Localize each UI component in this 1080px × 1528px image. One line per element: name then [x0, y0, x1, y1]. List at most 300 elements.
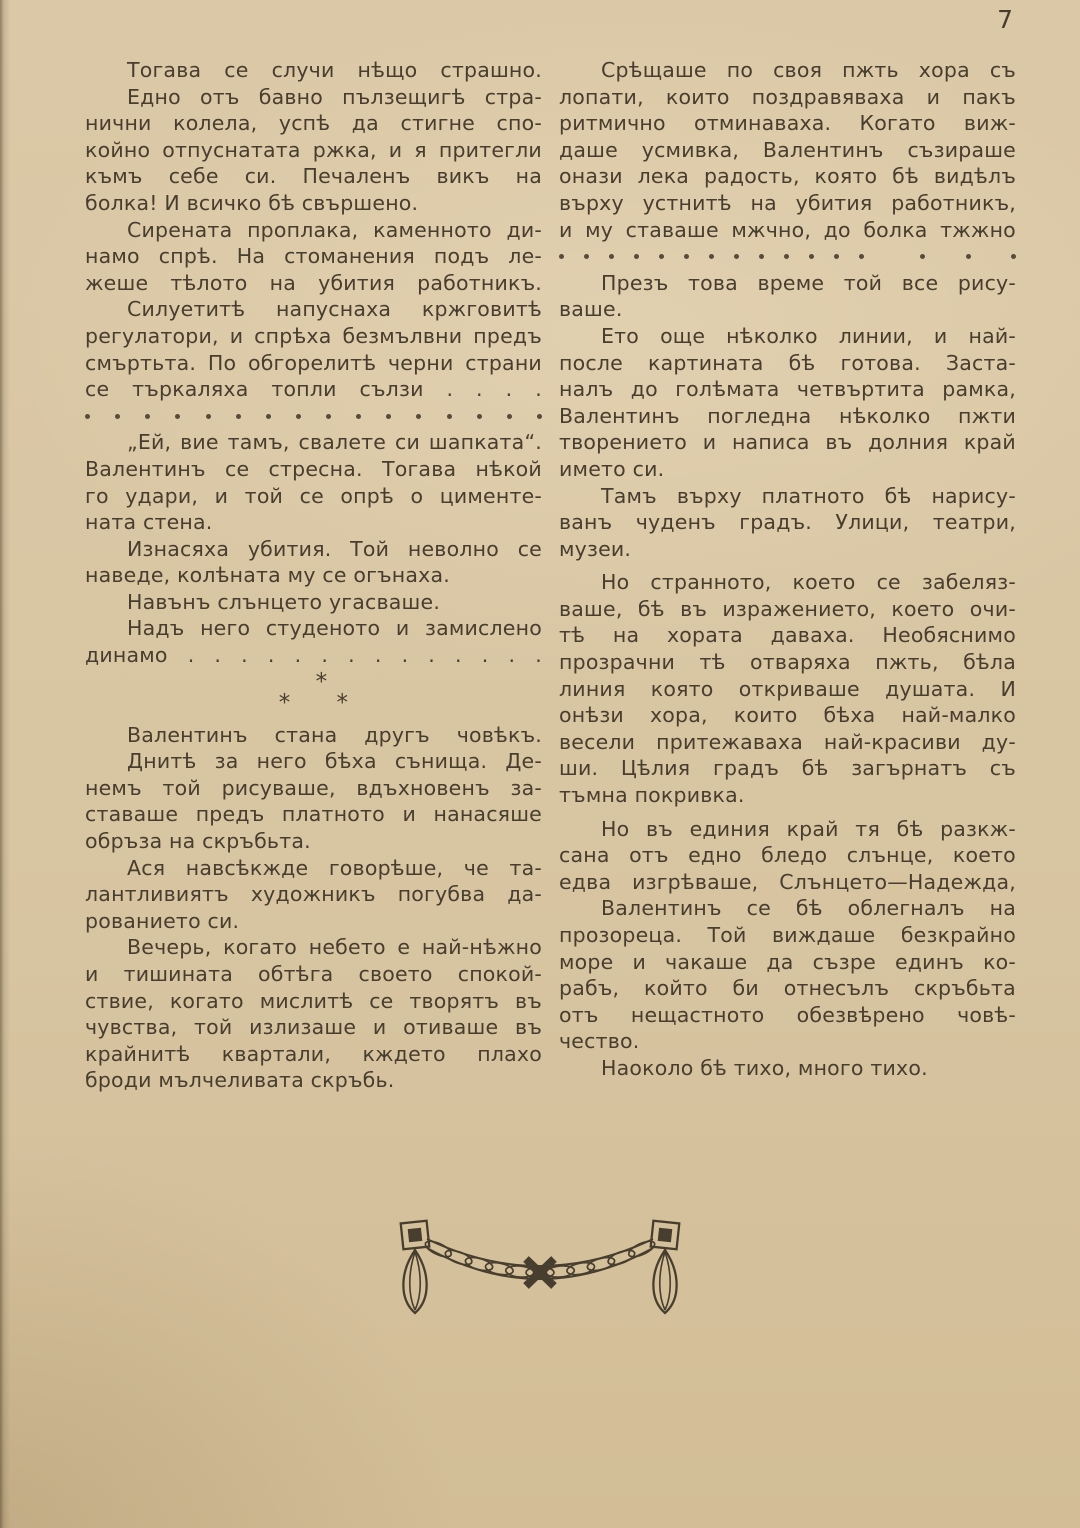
word: ванъ	[559, 510, 613, 535]
word: бѣ	[637, 596, 665, 621]
word: поздравяваха	[751, 84, 905, 109]
word: голѣмата	[675, 377, 780, 402]
dot	[834, 254, 839, 259]
text-line: ваше.	[559, 297, 623, 322]
text-line	[85, 296, 542, 323]
text-line	[85, 642, 542, 669]
word: си.	[244, 164, 277, 189]
word: Валентинъ	[85, 456, 206, 481]
word: единия	[689, 816, 770, 841]
word: търкаляха	[132, 377, 249, 402]
word: неволно	[407, 536, 499, 561]
text-line	[85, 376, 542, 403]
word: което	[891, 596, 955, 621]
paragraph	[85, 748, 542, 854]
text-line	[559, 483, 1016, 510]
word: Надъ	[127, 616, 185, 641]
word: ши.	[559, 756, 599, 781]
word: и	[229, 323, 244, 348]
text-line: болка! И всичко бѣ свършено.	[85, 190, 419, 215]
word: Ето	[601, 323, 640, 348]
word: най-	[968, 323, 1016, 348]
word: той	[244, 483, 284, 508]
word: бавно	[258, 84, 323, 109]
word: викъ	[436, 164, 490, 189]
word: видѣлъ	[933, 164, 1016, 189]
text-line	[559, 190, 1016, 217]
word: Силуетитѣ	[127, 297, 246, 322]
word: онѣзи	[559, 703, 624, 728]
text-line	[559, 350, 1016, 377]
word: най-малко	[901, 703, 1016, 728]
word: и	[926, 84, 941, 109]
word: се	[876, 570, 901, 595]
paragraph	[85, 589, 542, 616]
word: И	[1000, 676, 1016, 701]
word: и	[85, 962, 99, 986]
word: едно	[688, 843, 742, 868]
word: откриваше	[738, 676, 860, 701]
word: обтѣга	[258, 962, 334, 986]
word: стресна.	[268, 456, 363, 481]
word: въ	[680, 596, 708, 621]
text-line	[559, 676, 1016, 703]
dots-group	[559, 254, 864, 259]
word: Той	[707, 923, 747, 947]
word: виж-	[963, 111, 1016, 136]
word: страшно.	[440, 58, 542, 82]
text-line	[559, 649, 1016, 676]
paragraph	[559, 895, 1016, 1055]
word: Днитѣ	[127, 749, 197, 774]
word: четвъртита	[796, 377, 925, 402]
word: говорѣше,	[328, 855, 444, 880]
word: които	[665, 84, 730, 109]
word: и	[632, 949, 647, 974]
word: творението	[559, 430, 688, 455]
word: на	[612, 623, 640, 648]
text-line	[85, 456, 542, 483]
word: ставаше	[625, 217, 719, 242]
paragraph	[559, 569, 1016, 808]
word: човѣкъ.	[456, 722, 542, 747]
word: Но	[601, 570, 630, 595]
word: сана	[559, 843, 610, 868]
word: нични	[85, 111, 152, 136]
word: спрѣ.	[158, 244, 218, 269]
word: предъ	[195, 802, 265, 827]
word: загърнатъ	[851, 756, 968, 781]
word: устнитѣ	[642, 190, 732, 215]
text-line	[559, 403, 1016, 430]
asterisk: *	[278, 689, 291, 716]
word: на	[515, 164, 542, 189]
word: притегли	[438, 137, 542, 162]
text-line	[85, 137, 542, 164]
text-line	[559, 949, 1016, 976]
word: студеното	[265, 616, 381, 641]
text-line	[559, 596, 1016, 623]
word: отнесълъ	[783, 976, 890, 1001]
word: напуснаха	[275, 297, 392, 322]
word: чувства,	[85, 1015, 178, 1040]
word: кржговитѣ	[421, 297, 542, 322]
word: Валентинъ	[559, 403, 680, 428]
word: и	[559, 217, 573, 242]
paragraph	[559, 57, 1016, 243]
word: проплака,	[247, 217, 359, 242]
dot	[584, 254, 589, 259]
word: небето	[308, 935, 386, 960]
word: ритмично	[559, 111, 666, 136]
word: спо-	[496, 111, 542, 136]
word: въ	[515, 1015, 542, 1040]
word: Срѣщаше	[601, 58, 707, 82]
word: безкрайно	[900, 923, 1016, 947]
word: лека	[637, 164, 690, 189]
word: той	[194, 1015, 233, 1040]
word: плахо	[477, 1041, 542, 1066]
text-line	[85, 84, 542, 111]
word: Изнасяха	[127, 536, 230, 561]
text-body	[85, 57, 1016, 1094]
text-line	[559, 729, 1016, 756]
text-line	[85, 217, 542, 244]
text-line	[559, 137, 1016, 164]
word: разкж-	[940, 816, 1016, 841]
word: случи	[271, 58, 335, 82]
word: му	[585, 217, 614, 242]
word: Вечерь,	[127, 935, 212, 960]
word: „Ей,	[127, 430, 172, 455]
paragraph	[85, 429, 542, 535]
dot	[784, 254, 789, 259]
dot	[115, 414, 120, 419]
word: Тогава	[382, 456, 457, 481]
word: квартали,	[221, 1041, 332, 1066]
word: безмълвни	[342, 323, 463, 348]
text-line	[559, 270, 1016, 297]
text-line	[559, 702, 1016, 729]
word: Но	[601, 816, 630, 841]
text-line	[85, 988, 542, 1015]
text-line: броди мълчеливата скръбь.	[85, 1068, 395, 1093]
word: нанасяше	[433, 802, 542, 827]
word: о	[410, 483, 424, 508]
word: Улици,	[835, 510, 910, 535]
word: шапката“.	[428, 430, 542, 455]
word: и	[402, 802, 416, 827]
word: Тамъ	[601, 483, 657, 508]
dot	[266, 414, 271, 419]
dot	[659, 254, 664, 259]
dot	[559, 254, 564, 259]
word: рамка,	[942, 377, 1016, 402]
word: най-красиви	[823, 729, 961, 754]
word: бѣ	[884, 483, 912, 508]
word: Едно	[127, 84, 181, 109]
word: очи-	[969, 596, 1016, 621]
text-line	[559, 163, 1016, 190]
word: него	[256, 749, 307, 774]
ellipsis-dots-row	[559, 243, 1016, 270]
paragraph	[85, 615, 542, 668]
word: ваше,	[559, 596, 623, 621]
word: странното,	[650, 570, 772, 595]
word: По	[207, 350, 237, 375]
word: той	[843, 270, 883, 295]
word: притежаваха	[656, 729, 803, 754]
word: още	[660, 323, 706, 348]
word: които	[733, 703, 798, 728]
text-line	[85, 934, 542, 961]
word: съзре	[812, 949, 876, 974]
word: динамо	[85, 643, 168, 668]
word: кждето	[362, 1041, 446, 1066]
word: .	[241, 643, 248, 668]
word: съ	[989, 756, 1016, 781]
word: отпуснатата	[162, 137, 301, 162]
word: Валентинъ	[601, 896, 722, 921]
word: рису-	[957, 270, 1016, 295]
text-line	[85, 961, 542, 988]
word: хора	[918, 58, 970, 82]
text-line	[559, 869, 1016, 896]
word: море	[559, 949, 614, 974]
word: въ	[645, 816, 673, 841]
word: немъ	[85, 775, 142, 800]
word: хора,	[649, 703, 708, 728]
dot	[1011, 254, 1016, 259]
word: е	[397, 935, 411, 960]
word: го	[85, 483, 109, 508]
text-line	[559, 842, 1016, 869]
word: усмивка,	[641, 137, 740, 162]
dot	[386, 414, 391, 419]
word: Слънцето—Надежда,	[779, 869, 1016, 894]
word: се	[85, 377, 110, 402]
word: ствие,	[85, 988, 154, 1013]
text-line	[85, 243, 542, 270]
text-line	[85, 429, 542, 456]
word: съзираше	[907, 137, 1016, 162]
text-line	[85, 615, 542, 642]
dot	[145, 414, 150, 419]
paragraph	[85, 536, 542, 589]
word: пълзещигѣ	[342, 84, 466, 109]
word: рабъ,	[559, 976, 620, 1001]
word: нѣщо	[357, 58, 418, 82]
paragraph	[85, 722, 542, 749]
word: .	[476, 377, 483, 402]
word: бѣ	[896, 816, 924, 841]
word: и	[933, 323, 948, 348]
word: за	[214, 749, 239, 774]
word: .	[321, 643, 329, 668]
word: платното	[761, 483, 865, 508]
word: бѣ	[795, 896, 823, 921]
word: да	[766, 949, 794, 974]
text-line	[85, 1041, 542, 1068]
word: да-	[507, 882, 542, 907]
text-line	[85, 881, 542, 908]
dots-group	[85, 414, 542, 419]
text-line	[85, 536, 542, 563]
word: ду-	[981, 729, 1016, 754]
asterisk-top: *	[315, 668, 328, 695]
text-line: музеи.	[559, 536, 632, 561]
word: отваряха	[750, 650, 851, 675]
word: даваха.	[770, 623, 855, 648]
asterisk-separator	[85, 669, 542, 722]
word: единъ	[894, 949, 964, 974]
dots-group	[920, 254, 1016, 259]
word: .	[428, 643, 436, 668]
dot	[477, 414, 482, 419]
word: рисуваше,	[221, 775, 336, 800]
word: Печаленъ	[302, 164, 411, 189]
word: бѣха	[823, 703, 876, 728]
word: бѣла	[963, 650, 1016, 675]
dot	[236, 414, 241, 419]
dot	[356, 414, 361, 419]
word: лопати,	[559, 84, 644, 109]
word: та-	[509, 855, 542, 880]
word: обгорелитѣ	[247, 350, 377, 375]
text-line: името си.	[559, 456, 665, 481]
word: убития.	[247, 536, 332, 561]
dot	[734, 254, 739, 259]
text-line	[559, 429, 1016, 456]
word: бледо	[761, 843, 828, 868]
word: успѣ	[278, 111, 331, 136]
column-right	[559, 57, 1016, 1094]
word: ржка,	[312, 137, 377, 162]
text-line	[85, 801, 542, 828]
word: Когато	[859, 111, 936, 136]
text-line	[559, 755, 1016, 782]
word: забеляз-	[921, 570, 1016, 595]
word: обезвѣрено	[796, 1002, 925, 1027]
dot	[809, 254, 814, 259]
page-number: 7	[997, 5, 1014, 34]
word: болка	[863, 217, 928, 242]
dot	[416, 414, 421, 419]
word: бѣ	[788, 350, 816, 375]
text-line: ната стена.	[85, 510, 213, 535]
word: навсѣкжде	[185, 855, 309, 880]
text-line	[559, 895, 1016, 922]
text-line	[85, 748, 542, 775]
word: ставаше	[85, 802, 179, 827]
word: душата.	[885, 676, 976, 701]
word: .	[267, 643, 275, 668]
text-line	[85, 57, 542, 84]
word: градъ.	[739, 510, 812, 535]
word: което	[792, 570, 856, 595]
text-line	[559, 323, 1016, 350]
word: вдъхновенъ	[356, 775, 490, 800]
text-line	[85, 775, 542, 802]
word: скръбьта	[913, 976, 1016, 1001]
word: удари,	[125, 483, 199, 508]
word: пжти	[958, 403, 1016, 428]
word: написа	[731, 430, 810, 455]
paragraph	[559, 816, 1016, 896]
paragraph	[85, 84, 542, 217]
word: слънце,	[846, 843, 934, 868]
word: и	[214, 483, 229, 508]
word: онази	[559, 164, 623, 189]
word: отиваше	[403, 1015, 499, 1040]
word: на	[269, 270, 296, 295]
word: .	[374, 643, 382, 668]
paragraph	[559, 483, 1016, 563]
text-line	[85, 722, 542, 749]
word: нещастното	[630, 1002, 765, 1027]
dot	[447, 414, 452, 419]
paragraph	[85, 934, 542, 1094]
word: отъ	[559, 1002, 599, 1027]
word: художникъ	[250, 882, 376, 907]
column-left	[85, 57, 542, 1094]
word: се	[369, 988, 394, 1013]
dot	[175, 414, 180, 419]
word: страни	[465, 350, 542, 375]
word: върху	[559, 190, 624, 215]
word: която	[814, 164, 878, 189]
dot	[609, 254, 614, 259]
word: и	[388, 137, 403, 162]
word: стра-	[484, 84, 542, 109]
paragraph	[559, 323, 1016, 483]
word: стигне	[400, 111, 475, 136]
text-line	[85, 483, 542, 510]
word: опрѣ	[340, 483, 394, 508]
word: който	[644, 976, 708, 1001]
word: прозрачни	[559, 650, 676, 675]
word: творятъ	[409, 988, 500, 1013]
word: .	[505, 377, 513, 402]
word: линия	[559, 676, 626, 701]
word: и	[372, 1015, 387, 1040]
word: готова.	[840, 350, 921, 375]
word: и	[702, 430, 717, 455]
word: .	[187, 643, 195, 668]
text-line	[85, 163, 542, 190]
word: платното	[281, 802, 385, 827]
word: своя	[773, 58, 823, 82]
word: едва	[559, 869, 612, 894]
word: по	[726, 58, 754, 82]
asterisk-bottom	[85, 689, 542, 722]
word: предъ	[473, 323, 542, 348]
word: за-	[510, 775, 542, 800]
text-line	[85, 855, 542, 882]
word: пжть,	[875, 650, 939, 675]
text-line: Навънъ слънцето угасваше.	[127, 589, 441, 614]
word: Заста-	[945, 350, 1016, 375]
word: човѣ-	[957, 1002, 1016, 1027]
word: тѣ	[699, 650, 726, 675]
dot	[206, 414, 211, 419]
word: Тогава	[127, 58, 202, 82]
word: долния	[868, 430, 949, 455]
word: чакаше	[665, 949, 748, 974]
dot	[920, 254, 925, 259]
word: върху	[676, 483, 742, 508]
word: .	[214, 643, 222, 668]
